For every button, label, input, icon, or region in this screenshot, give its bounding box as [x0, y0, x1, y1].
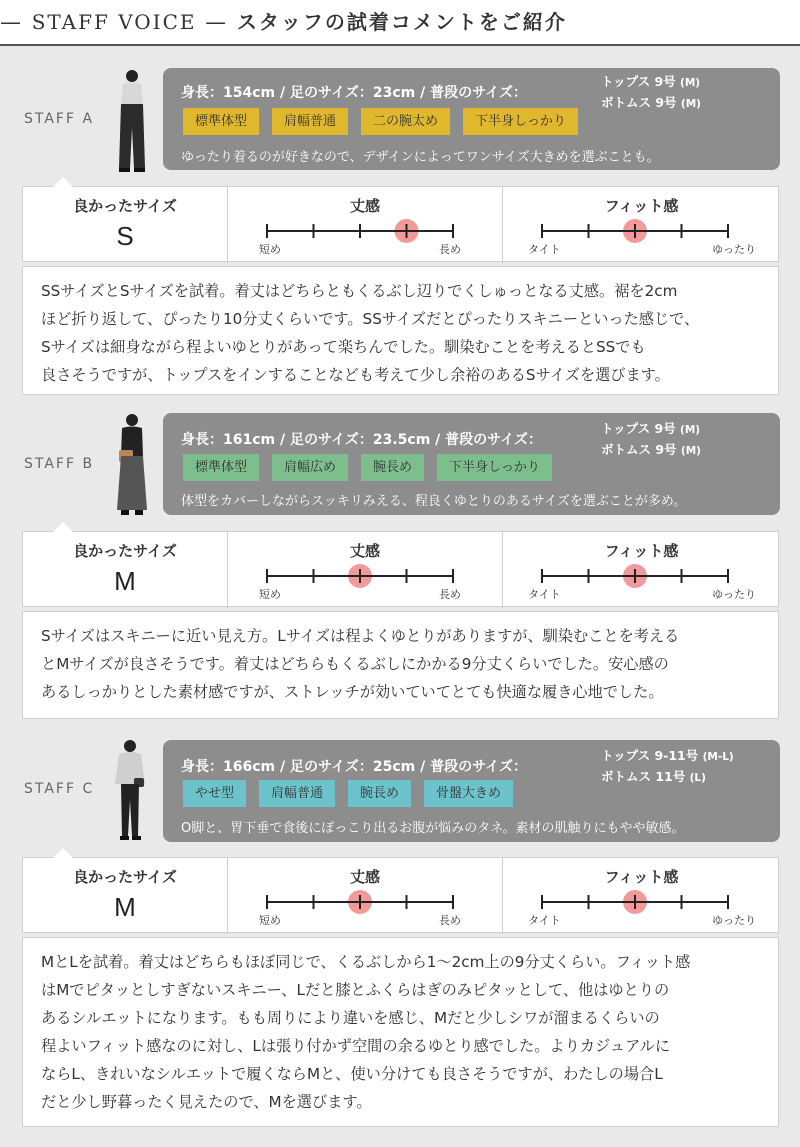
staff-label: STAFF A [24, 111, 95, 127]
good-size-heading: 良かったサイズ [73, 197, 177, 215]
bottoms-size-letter: (M) [680, 98, 701, 110]
body-tag: 肩幅普通 [272, 108, 348, 135]
comment-line: Sサイズはスキニーに近い見え方。Lサイズは程よくゆとりがありますが、馴染むことを考える [41, 627, 680, 645]
comment-line: あるしっかりとした素材感ですが、ストレッチが効いていてとても快適な履き心地でした。 [41, 683, 664, 701]
fit-scale [503, 532, 780, 608]
comment-line: SSサイズとSサイズを試着。着丈はどちらともくるぶし辺りでくしゅっとなる丈感。裾を2cm [41, 282, 678, 300]
good-size-value: M [114, 892, 136, 922]
body-type-tags [183, 454, 565, 481]
scale-max-label: ゆったり [712, 243, 756, 256]
bottoms-size-letter: (M) [680, 445, 701, 457]
length-heading: 丈感 [349, 868, 380, 886]
size-rating-table [22, 186, 779, 262]
body-tag: 二の腕太め [361, 108, 450, 135]
body-tag: 肩幅広め [272, 454, 348, 481]
staff-note: 体型をカバーしながらスッキリみえる、程良くゆとりのあるサイズを選ぶことが多め。 [181, 494, 687, 509]
bottoms-size: ボトムス 11号 [601, 769, 686, 784]
staff-note: O脚と、胃下垂で食後にぽっこり出るお腹が悩みのタネ。素材の肌触りにもやや敏感。 [181, 821, 685, 836]
page-title: — STAFF VOICE — スタッフの試着コメントをご紹介 [0, 10, 567, 34]
good-size-column [23, 858, 228, 934]
body-tag: やせ型 [183, 780, 246, 807]
staff-b-photo [110, 412, 154, 522]
good-size-value: M [114, 566, 136, 596]
comment-line: あるシルエットになります。もも周りにより違いを感じ、Mだと少しシワが溜まるくらいの [41, 1009, 660, 1027]
staff-info-panel [163, 740, 780, 842]
usual-sizes [601, 419, 701, 461]
fit-column [503, 858, 780, 934]
page-header [0, 0, 800, 46]
scale-min-label: タイト [528, 243, 561, 256]
scale-min-label: 短め [259, 243, 281, 256]
size-rating-table [22, 857, 779, 933]
scale-min-label: タイト [528, 588, 561, 601]
staff-c-photo [108, 738, 152, 848]
staff-comment [22, 266, 779, 395]
bottoms-size-letter: (L) [689, 772, 706, 784]
scale-min-label: タイト [528, 914, 561, 927]
tops-size: トップス 9号 [601, 421, 676, 436]
comment-line: 程よいフィット感なのに対し、Lは張り付かず空間の余るゆとり感でした。よりカジュアルに [41, 1037, 671, 1055]
fit-heading: フィット感 [604, 197, 679, 215]
staff-label: STAFF C [24, 781, 95, 797]
body-tag: 腕長め [361, 454, 424, 481]
body-type-tags [183, 780, 526, 807]
comment-line: Sサイズは細身ながら程よいゆとりがあって楽ちんでした。馴染むことを考えるとSSでも [41, 338, 646, 356]
scale-max-label: 長め [439, 588, 461, 601]
staff-label: STAFF B [24, 456, 95, 472]
length-column [228, 532, 503, 608]
comment-line: 良さそうですが、トップスをインすることなども考えて少し余裕のあるSサイズを選びます。 [41, 366, 670, 384]
length-heading: 丈感 [349, 197, 380, 215]
comment-line: ならL、きれいなシルエットで履くならMと、使い分けても良さそうですが、わたしの場合L [41, 1065, 663, 1083]
length-scale [228, 858, 502, 934]
good-size-column [23, 187, 228, 263]
usual-sizes [601, 72, 701, 114]
body-tag: 肩幅普通 [259, 780, 335, 807]
staff-comment [22, 937, 779, 1127]
comment-line: MとLを試着。着丈はどちらもほぼ同じで、くるぶしから1〜2cm上の9分丈くらい。フィット感 [41, 953, 691, 971]
size-rating-table [22, 531, 779, 607]
tops-size: トップス 9号 [601, 74, 676, 89]
staff-info-panel [163, 68, 780, 170]
fit-scale [503, 858, 780, 934]
fit-column [503, 187, 780, 263]
fit-column [503, 532, 780, 608]
title-en: STAFF VOICE [31, 10, 197, 34]
scale-max-label: ゆったり [712, 588, 756, 601]
body-tag: 下半身しっかり [437, 454, 552, 481]
length-column [228, 187, 503, 263]
fit-heading: フィット感 [604, 868, 679, 886]
tops-size-letter: (M) [680, 77, 701, 89]
scale-max-label: 長め [439, 243, 461, 256]
usual-sizes [601, 746, 734, 788]
length-column [228, 858, 503, 934]
comment-line: ほど折り返して、ぴったり10分丈くらいです。SSサイズだとぴったりスキニーといった感じで、 [41, 310, 700, 328]
bottoms-size: ボトムス 9号 [601, 442, 677, 457]
scale-max-label: ゆったり [712, 914, 756, 927]
title-jp: スタッフの試着コメントをご紹介 [236, 10, 567, 34]
staff-info-panel [163, 413, 780, 515]
tops-size-letter: (M) [680, 424, 701, 436]
scale-min-label: 短め [259, 914, 281, 927]
good-size-heading: 良かったサイズ [73, 542, 177, 560]
body-tag: 下半身しっかり [463, 108, 578, 135]
body-tag: 標準体型 [183, 454, 259, 481]
body-tag: 腕長め [348, 780, 411, 807]
body-type-tags [183, 108, 591, 135]
tops-size: トップス 9-11号 [601, 748, 699, 763]
body-stats: 身長：154cm / 足のサイズ：23cm / 普段のサイズ： [181, 85, 527, 101]
good-size-heading: 良かったサイズ [73, 868, 177, 886]
staff-a-photo [110, 68, 154, 178]
length-scale [228, 187, 502, 263]
staff-comment [22, 611, 779, 719]
body-stats: 身長：166cm / 足のサイズ：25cm / 普段のサイズ： [181, 759, 527, 775]
fit-scale [503, 187, 780, 263]
scale-min-label: 短め [259, 588, 281, 601]
good-size-column [23, 532, 228, 608]
length-scale [228, 532, 502, 608]
fit-heading: フィット感 [604, 542, 679, 560]
body-tag: 骨盤大きめ [424, 780, 513, 807]
staff-note: ゆったり着るのが好きなので、デザインによってワンサイズ大きめを選ぶことも。 [181, 150, 660, 165]
tops-size-letter: (M-L) [702, 751, 734, 763]
scale-max-label: 長め [439, 914, 461, 927]
bottoms-size: ボトムス 9号 [601, 95, 677, 110]
body-stats: 身長：161cm / 足のサイズ：23.5cm / 普段のサイズ： [181, 432, 543, 448]
comment-line: はMでピタッとしすぎないスキニー、Lだと膝とふくらはぎのみピタッとして、他はゆとりの [41, 981, 670, 999]
comment-line: とMサイズが良さそうです。着丈はどちらもくるぶしにかかる9分丈くらいでした。安心感の [41, 655, 669, 673]
body-tag: 標準体型 [183, 108, 259, 135]
good-size-value: S [116, 221, 134, 251]
comment-line: だと少し野暮ったく見えたので、Mを選びます。 [41, 1093, 372, 1111]
length-heading: 丈感 [349, 542, 380, 560]
